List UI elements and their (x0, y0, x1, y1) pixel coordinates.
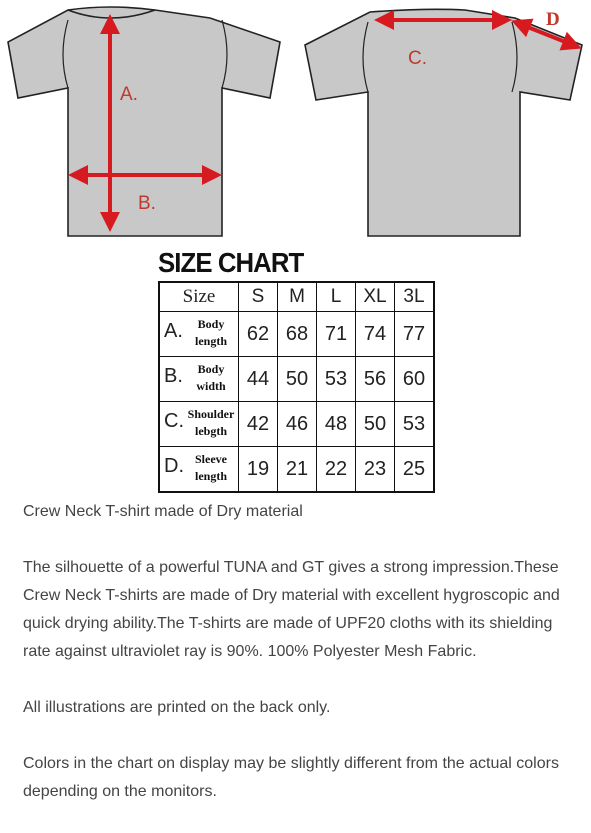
label-a: A. (120, 84, 138, 105)
label-d: D (546, 9, 560, 30)
table-cell: 53 (395, 402, 435, 447)
table-cell: 56 (356, 357, 395, 402)
table-cell: 68 (278, 312, 317, 357)
table-row (159, 312, 434, 357)
row-letter: C. (164, 410, 184, 432)
label-b: B. (138, 193, 156, 214)
size-col-s: S (239, 282, 278, 312)
row-letter: D. (164, 455, 184, 477)
row-label-line1: Shoulder (187, 407, 235, 421)
row-label-line2: length (194, 334, 227, 348)
row-letter: A. (164, 320, 183, 342)
product-description (23, 498, 583, 806)
size-chart-table (158, 281, 435, 493)
description-paragraph-2: All illustrations are printed on the back only. (23, 699, 331, 716)
table-cell: 74 (356, 312, 395, 357)
size-col-l: L (317, 282, 356, 312)
table-cell: 62 (239, 312, 278, 357)
table-cell: 60 (395, 357, 435, 402)
row-label (159, 402, 239, 447)
table-cell: 50 (278, 357, 317, 402)
table-cell: 48 (317, 402, 356, 447)
back-tshirt (305, 9, 582, 236)
size-header-row (159, 282, 434, 312)
row-label-line1: Sleeve (195, 452, 227, 466)
table-cell: 42 (239, 402, 278, 447)
table-cell: 21 (278, 447, 317, 493)
table-cell: 71 (317, 312, 356, 357)
description-paragraph-1: The silhouette of a powerful TUNA and GT gives a strong impression.These Crew Neck T-shirts are made of Dry material with excellent hygroscopic and quick drying ability.The T-shirts are made of UPF20 cloths with its shielding rate against ultraviolet ray is 90%. 100% Polyester Mesh Fabric. (23, 559, 560, 660)
table-cell: 23 (356, 447, 395, 493)
row-label-line2: length (194, 469, 227, 483)
description-headline: Crew Neck T-shirt made of Dry material (23, 503, 303, 520)
size-corner-label: Size (159, 282, 239, 312)
table-cell: 44 (239, 357, 278, 402)
table-cell: 53 (317, 357, 356, 402)
table-cell: 25 (395, 447, 435, 493)
row-label (159, 312, 239, 357)
size-chart-title: SIZE CHART (158, 247, 304, 278)
description-paragraph-3: Colors in the chart on display may be slightly different from the actual colors depending on the monitors. (23, 755, 559, 800)
tshirt-measurement-illustration (0, 0, 591, 245)
row-letter: B. (164, 365, 183, 387)
table-cell: 77 (395, 312, 435, 357)
row-label-line2: width (196, 379, 226, 393)
table-row (159, 357, 434, 402)
size-col-xl: XL (356, 282, 395, 312)
row-label (159, 447, 239, 493)
size-col-3l: 3L (395, 282, 435, 312)
row-label (159, 357, 239, 402)
table-cell: 19 (239, 447, 278, 493)
table-row (159, 447, 434, 493)
table-row (159, 402, 434, 447)
row-label-line2: lebgth (194, 424, 227, 438)
label-c: C. (408, 48, 427, 69)
row-label-line1: Body (197, 362, 225, 376)
table-cell: 22 (317, 447, 356, 493)
table-cell: 50 (356, 402, 395, 447)
row-label-line1: Body (197, 317, 225, 331)
table-cell: 46 (278, 402, 317, 447)
size-col-m: M (278, 282, 317, 312)
